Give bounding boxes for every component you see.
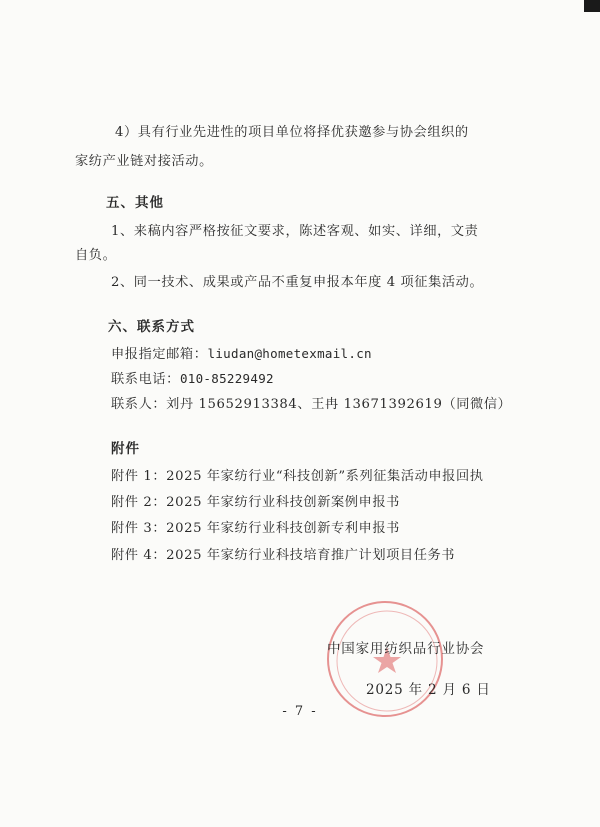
email-row: [111, 345, 372, 364]
page-number: - 7 -: [282, 704, 318, 719]
signature-date: 2025 年 2 月 6 日: [366, 682, 491, 698]
email-label: 申报指定邮箱：: [111, 347, 208, 362]
section6-heading: 六、联系方式: [108, 319, 195, 335]
official-seal: [327, 601, 443, 717]
section5-item1-line2: 自负。: [75, 248, 117, 263]
attachment-item-3: 附件 3：2025 年家纺行业科技创新专利申报书: [111, 521, 400, 536]
item4-line2: 家纺产业链对接活动。: [75, 154, 213, 169]
phone-row: [111, 370, 274, 389]
attachment-item-1: 附件 1：2025 年家纺行业“科技创新”系列征集活动申报回执: [111, 469, 484, 484]
attachment-item-2: 附件 2：2025 年家纺行业科技创新案例申报书: [111, 495, 400, 510]
attachment-item-4: 附件 4：2025 年家纺行业科技培育推广计划项目任务书: [111, 548, 456, 563]
section5-item1-line1: 1、来稿内容严格按征文要求，陈述客观、如实、详细，文责: [111, 224, 479, 239]
email-value: liudan@hometexmail.cn: [207, 346, 372, 361]
phone-value: 010-85229492: [179, 371, 274, 386]
section5-item2: 2、同一技术、成果或产品不重复申报本年度 4 项征集活动。: [111, 275, 484, 290]
scan-edge-mark: [584, 0, 600, 12]
attachments-heading: 附件: [111, 441, 140, 457]
phone-label: 联系电话：: [111, 372, 180, 387]
signature-org: 中国家用纺织品行业协会: [327, 641, 485, 657]
section5-heading: 五、其他: [106, 195, 164, 211]
seal-graphic: [329, 603, 445, 719]
item4-line1: 4）具有行业先进性的项目单位将择优获邀参与协会组织的: [115, 125, 469, 140]
contact-people: 联系人：刘丹 15652913384、王冉 13671392619（同微信）: [111, 397, 512, 412]
